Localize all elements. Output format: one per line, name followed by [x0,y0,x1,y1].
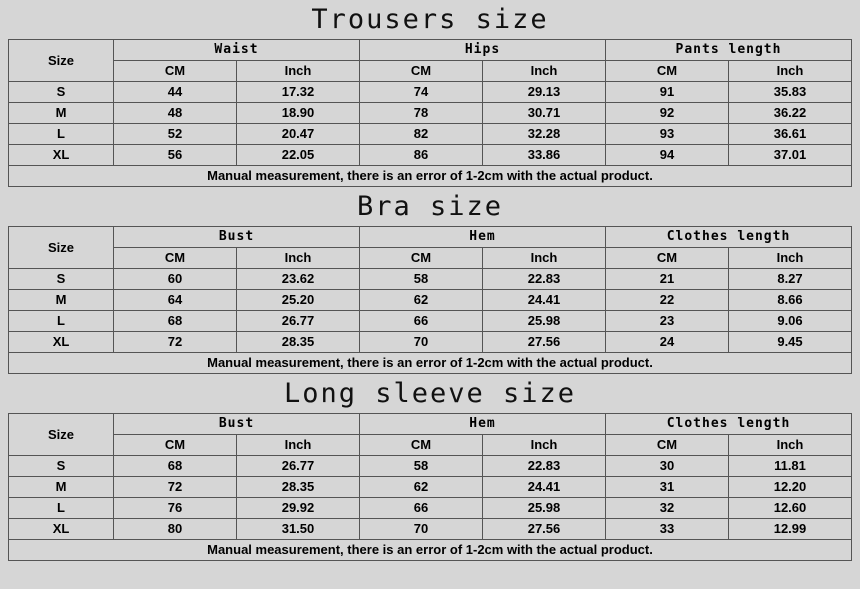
unit-header-cm-1: CM [114,60,237,81]
group-header-1: Waist [114,39,360,60]
unit-header-cm-2: CM [360,434,483,455]
row-size-label: XL [9,144,114,165]
cell-value: 17.32 [237,81,360,102]
unit-header-cm-2: CM [360,247,483,268]
cell-value: 74 [360,81,483,102]
cell-value: 8.66 [729,289,852,310]
group-header-2: Hem [360,413,606,434]
cell-value: 94 [606,144,729,165]
cell-value: 70 [360,331,483,352]
unit-header-inch-1: Inch [237,434,360,455]
cell-value: 66 [360,310,483,331]
cell-value: 86 [360,144,483,165]
unit-header-cm-3: CM [606,247,729,268]
cell-value: 72 [114,331,237,352]
unit-header-inch-3: Inch [729,247,852,268]
measurement-note: Manual measurement, there is an error of 1-2cm with the actual product. [9,165,852,186]
measurement-note: Manual measurement, there is an error of 1-2cm with the actual product. [9,352,852,373]
unit-header-inch-2: Inch [483,434,606,455]
unit-header-inch-1: Inch [237,247,360,268]
cell-value: 22.05 [237,144,360,165]
row-size-label: M [9,289,114,310]
column-header-size: Size [9,39,114,81]
row-size-label: S [9,268,114,289]
cell-value: 62 [360,476,483,497]
cell-value: 37.01 [729,144,852,165]
column-header-size: Size [9,413,114,455]
unit-header-inch-1: Inch [237,60,360,81]
measurement-note: Manual measurement, there is an error of 1-2cm with the actual product. [9,539,852,560]
table-unit-header-row [9,247,852,268]
cell-value: 82 [360,123,483,144]
cell-value: 56 [114,144,237,165]
cell-value: 22 [606,289,729,310]
cell-value: 32.28 [483,123,606,144]
cell-value: 72 [114,476,237,497]
table-note-row [9,165,852,186]
group-header-2: Hem [360,226,606,247]
table-note-row [9,539,852,560]
unit-header-inch-3: Inch [729,60,852,81]
unit-header-inch-2: Inch [483,60,606,81]
row-size-label: S [9,455,114,476]
cell-value: 70 [360,518,483,539]
table-row [9,497,852,518]
table-title: Long sleeve size [283,377,577,409]
cell-value: 48 [114,102,237,123]
row-size-label: M [9,102,114,123]
size-table-block-trousers [0,0,860,187]
cell-value: 29.92 [237,497,360,518]
cell-value: 91 [606,81,729,102]
cell-value: 33 [606,518,729,539]
group-header-3: Clothes length [606,226,852,247]
table-row [9,455,852,476]
table-unit-header-row [9,60,852,81]
table-unit-header-row [9,434,852,455]
column-header-size: Size [9,226,114,268]
row-size-label: L [9,123,114,144]
row-size-label: XL [9,331,114,352]
cell-value: 24.41 [483,289,606,310]
cell-value: 58 [360,455,483,476]
size-table [8,226,852,374]
table-title: Trousers size [311,4,549,35]
unit-header-inch-2: Inch [483,247,606,268]
row-size-label: L [9,497,114,518]
table-row [9,289,852,310]
table-row [9,102,852,123]
cell-value: 9.06 [729,310,852,331]
cell-value: 80 [114,518,237,539]
table-row [9,81,852,102]
cell-value: 11.81 [729,455,852,476]
row-size-label: M [9,476,114,497]
cell-value: 23.62 [237,268,360,289]
table-row [9,144,852,165]
group-header-1: Bust [114,413,360,434]
size-table [8,413,852,561]
cell-value: 9.45 [729,331,852,352]
cell-value: 24.41 [483,476,606,497]
table-row [9,123,852,144]
table-note-row [9,352,852,373]
cell-value: 92 [606,102,729,123]
cell-value: 28.35 [237,476,360,497]
size-table [8,39,852,187]
cell-value: 36.61 [729,123,852,144]
table-row [9,268,852,289]
cell-value: 27.56 [483,331,606,352]
cell-value: 62 [360,289,483,310]
cell-value: 60 [114,268,237,289]
group-header-3: Pants length [606,39,852,60]
size-table-block-bra [0,187,860,374]
cell-value: 76 [114,497,237,518]
size-table-block-long-sleeve [0,374,860,561]
cell-value: 21 [606,268,729,289]
table-row [9,476,852,497]
table-group-header-row [9,226,852,247]
cell-value: 33.86 [483,144,606,165]
cell-value: 25.20 [237,289,360,310]
table-group-header-row [9,413,852,434]
cell-value: 78 [360,102,483,123]
table-group-header-row [9,39,852,60]
unit-header-cm-3: CM [606,434,729,455]
cell-value: 12.60 [729,497,852,518]
cell-value: 36.22 [729,102,852,123]
cell-value: 93 [606,123,729,144]
row-size-label: S [9,81,114,102]
cell-value: 8.27 [729,268,852,289]
cell-value: 29.13 [483,81,606,102]
table-row [9,310,852,331]
cell-value: 12.20 [729,476,852,497]
cell-value: 26.77 [237,455,360,476]
unit-header-cm-1: CM [114,434,237,455]
row-size-label: L [9,310,114,331]
cell-value: 27.56 [483,518,606,539]
table-row [9,331,852,352]
cell-value: 18.90 [237,102,360,123]
cell-value: 28.35 [237,331,360,352]
cell-value: 31.50 [237,518,360,539]
cell-value: 24 [606,331,729,352]
unit-header-cm-1: CM [114,247,237,268]
cell-value: 64 [114,289,237,310]
group-header-2: Hips [360,39,606,60]
group-header-3: Clothes length [606,413,852,434]
cell-value: 22.83 [483,455,606,476]
cell-value: 66 [360,497,483,518]
cell-value: 12.99 [729,518,852,539]
table-title: Bra size [356,190,504,222]
cell-value: 68 [114,455,237,476]
unit-header-cm-3: CM [606,60,729,81]
cell-value: 52 [114,123,237,144]
row-size-label: XL [9,518,114,539]
unit-header-inch-3: Inch [729,434,852,455]
cell-value: 32 [606,497,729,518]
cell-value: 25.98 [483,310,606,331]
cell-value: 23 [606,310,729,331]
cell-value: 25.98 [483,497,606,518]
table-row [9,518,852,539]
cell-value: 68 [114,310,237,331]
cell-value: 20.47 [237,123,360,144]
cell-value: 31 [606,476,729,497]
cell-value: 22.83 [483,268,606,289]
group-header-1: Bust [114,226,360,247]
cell-value: 44 [114,81,237,102]
cell-value: 26.77 [237,310,360,331]
cell-value: 30 [606,455,729,476]
cell-value: 35.83 [729,81,852,102]
unit-header-cm-2: CM [360,60,483,81]
cell-value: 30.71 [483,102,606,123]
cell-value: 58 [360,268,483,289]
